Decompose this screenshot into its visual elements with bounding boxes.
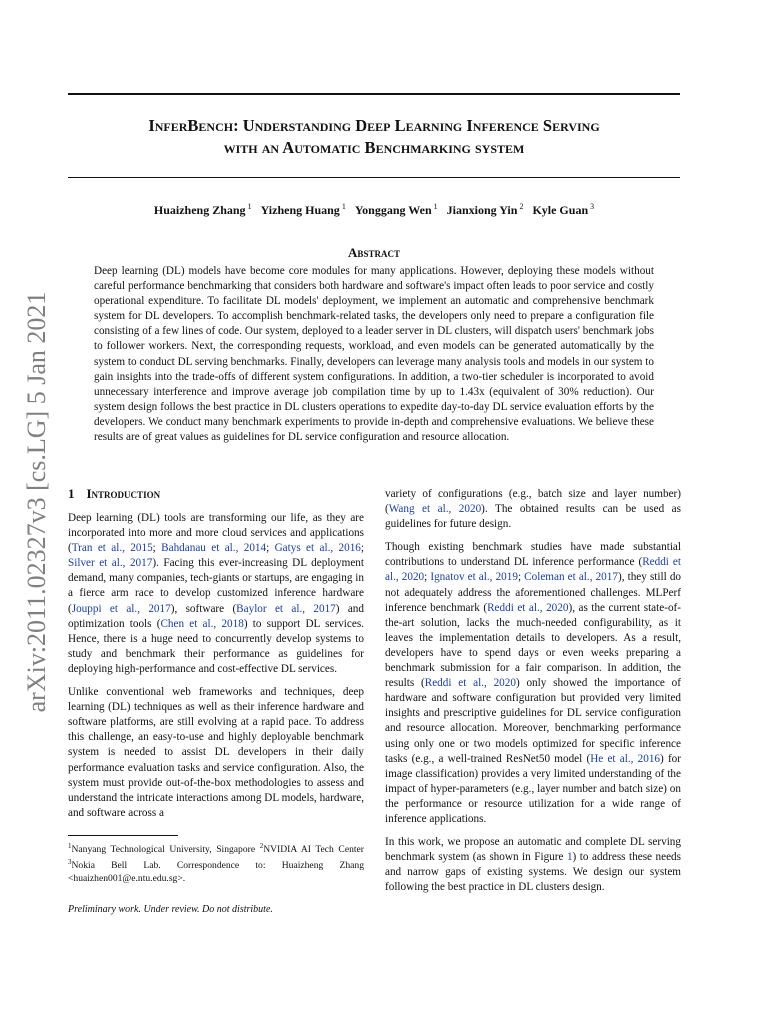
citation-link[interactable]: Jouppi et al., 2017 (71, 602, 171, 615)
author-affiliation-marker: 3 (588, 202, 595, 211)
affiliation-footnote: $^1$Nanyang Technological University, Singapore $^2$NVIDIA AI Tech Center $^3$Nokia Bell Lab. Correspondence to: Huaizheng Zhang <huaizhen001@e.ntu.edu.sg>. (68, 841, 365, 885)
citation-link[interactable]: Ignatov et al., 2019 (430, 571, 518, 584)
author-affiliation-marker: 1 (339, 202, 346, 211)
author-affiliation-marker: 1 (431, 202, 438, 211)
paper-title-line-2: with an Automatic Benchmarking system (223, 138, 525, 157)
right-paragraph-3: In this work, we propose an automatic and complete DL serving benchmark system (as shown in Figure 1) to address these needs and narrow gaps of existing systems. We design our system following the best practice in DL clusters design. (385, 836, 681, 894)
intro-paragraph-1: Deep learning (DL) tools are transforming our life, as they are incorporated into more and more cloud services and applications (Tran et al., 2015; Bahdanau et al., 2014; Gatys et al., 2016; Silver et al., 2017). Facing this ever-increasing DL deployment demand, many companies, tech-giants or startups, are engaging in a fierce arm race to develop customized inference hardware (Jouppi et al., 2017), software (Baylor et al., 2017) and optimization tools (Chen et al., 2018) to support DL services. Hence, there is a huge need to concurrently develop systems to study and benchmark their performance as guidelines for deploying high-performance and cost-effective DL services. (68, 512, 365, 675)
right-column (385, 487, 681, 903)
section-number: 1 (68, 486, 75, 501)
left-column (68, 486, 364, 917)
citation-link[interactable]: Chen et al., 2018 (160, 617, 244, 630)
citation-link[interactable]: Reddi et al., 2020 (424, 677, 516, 690)
right-paragraph-2: Though existing benchmark studies have made substantial contributions to understand DL inference performance (Reddi et al., 2020; Ignatov et al., 2019; Coleman et al., 2017), they still do not adequately address the aforementioned challenges. MLPerf inference benchmark (Reddi et al., 2020), as the current state-of-the-art solution, lacks the much-needed configurability, as it leaves the implementation details to developers. As a result, developers have to spend days or even weeks preparing a benchmark submission for a fair comparison. In addition, the results (Reddi et al., 2020) only showed the importance of hardware and software configuration but provided very limited insights and prescriptive guidelines for DL service configuration and resource allocation. Moreover, benchmarking performance using only one or two models optimized for specific inference tasks (e.g., a well-trained ResNet50 model (He et al., 2016) for image classification) provides a very limited understanding of the impact of hyper-parameters (e.g., layer number and batch size) on the performance or resource utilization for a wide range of inference applications. (385, 541, 682, 825)
author-affiliation-marker: 1 (245, 202, 252, 211)
author-name: Yizheng Huang (260, 203, 340, 217)
citation-link[interactable]: Bahdanau et al., 2014 (161, 542, 267, 555)
author-name: Kyle Guan (532, 203, 589, 217)
citation-link[interactable]: Tran et al., 2015 (71, 542, 153, 555)
abstract-heading: Abstract (348, 245, 400, 260)
abstract-text: Deep learning (DL) models have become core modules for many applications. However, deploying these models without careful performance benchmarking that considers both hardware and software's impact often leads to poor service and costly operational expenditure. To facilitate DL models' deployment, we implement an automatic and comprehensive benchmark system for DL developers. To accomplish benchmark-related tasks, the developers only need to prepare a configuration file consisting of a few lines of code. Our system, deployed to a leader server in DL clusters, will dispatch users' benchmark jobs to follower workers. Next, the corresponding requests, workload, and even models can be generated automatically by the system to conduct DL serving benchmarks. Finally, developers can leverage many analysis tools and models in our system to gain insights into the trade-offs of different system configurations. In addition, a two-tier scheduler is incorporated to avoid unnecessary interference and improve average job compilation time by up to 1.43x (equivalent of 30% reduction). Our system design follows the best practice in DL clusters operations to expedite day-to-day DL service evaluation efforts by the developers. We conduct many benchmark experiments to provide in-depth and comprehensive evaluations. We believe these results are of great values as guidelines for DL service configuration and resource allocation. (94, 265, 654, 444)
author-name: Yonggang Wen (354, 203, 432, 217)
intro-paragraph-2: Unlike conventional web frameworks and techniques, deep learning (DL) techniques as well as their inference hardware and software platforms, are still evolving at a rapid pace. To address this challenge, an easy-to-use and highly deployable benchmark system is needed to assist DL developers in their daily performance evaluation tasks and service configuration. Also, the system must provide out-of-the-box methodologies to assess and understand the intricate interactions among DL models, hardware, and software across a (68, 686, 364, 819)
section-title: Introduction (86, 486, 161, 501)
citation-link[interactable]: 1 (566, 851, 573, 864)
author-name: Huaizheng Zhang (153, 203, 246, 217)
footnote-marker: 3 (68, 858, 72, 867)
title-top-rule (68, 93, 680, 95)
citation-link[interactable]: Reddi et al., 2020 (487, 601, 569, 614)
author (154, 203, 252, 217)
footnote-rule (68, 835, 178, 836)
title-bottom-rule (68, 177, 680, 178)
footnote-marker: 2 (259, 841, 264, 850)
author-name: Jianxiong Yin (446, 203, 518, 217)
author (261, 203, 346, 217)
author (447, 203, 524, 217)
citation-link[interactable]: Wang et al., 2020 (388, 503, 482, 516)
section-heading (68, 486, 364, 502)
citation-link[interactable]: Gatys et al., 2016 (274, 542, 361, 555)
paper-title-line-1: InferBench: Understanding Deep Learning Inference Serving (148, 116, 600, 135)
preliminary-notice: Preliminary work. Under review. Do not distribute. (68, 904, 273, 916)
citation-link[interactable]: Coleman et al., 2017 (524, 571, 618, 584)
right-paragraph-1: variety of configurations (e.g., batch size and layer number) (Wang et al., 2020). The obtained results can be used as guidelines for future design. (385, 488, 682, 531)
arxiv-identifier: arXiv:2011.02327v3 [cs.LG] 5 Jan 2021 (22, 291, 51, 713)
citation-link[interactable]: Silver et al., 2017 (68, 557, 153, 570)
citation-link[interactable]: He et al., 2016 (590, 752, 661, 765)
author-affiliation-marker: 2 (517, 202, 524, 211)
author (532, 203, 594, 217)
author (355, 203, 438, 217)
author-list (68, 202, 680, 218)
citation-link[interactable]: Baylor et al., 2017 (236, 602, 336, 615)
footnote-marker: 1 (68, 841, 72, 850)
citation-link[interactable]: Reddi et al., 2020 (385, 556, 681, 584)
